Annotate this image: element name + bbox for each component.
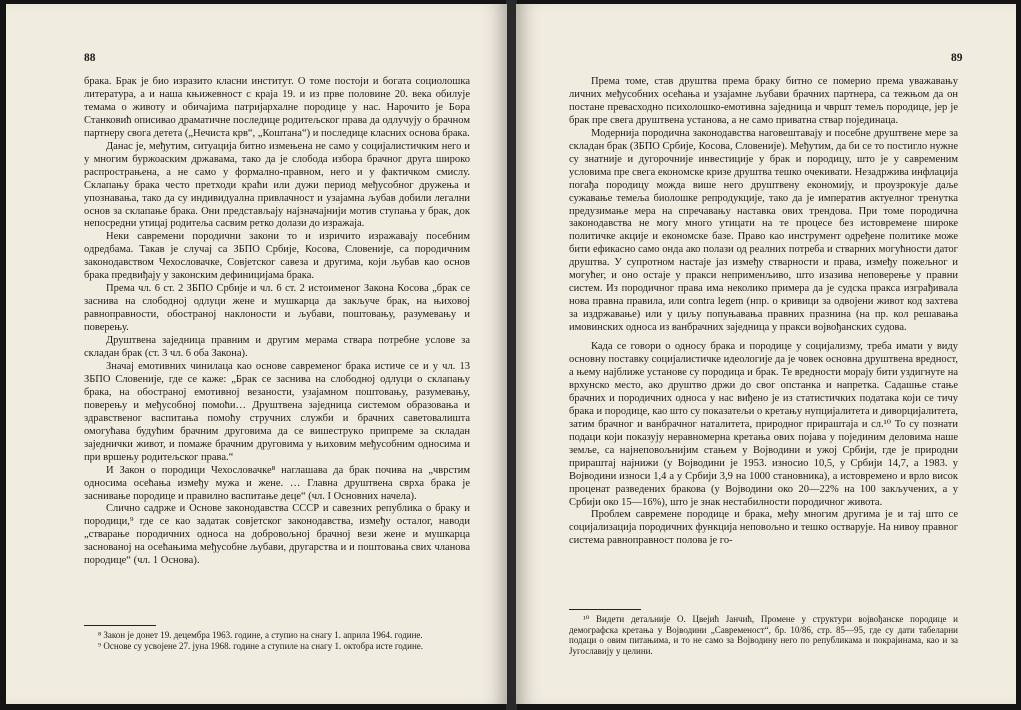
paragraph: Модерниja породична законодавства наговештавају и посебне друштвене мере за складан брак (ЗБПО Србије, Косова, Словеније). Међутим, да би се то постигло нужне су знатније и дугорочније инвестиције у брак и породицу, што је у савременим условима пре свега економске кризе друштва тешко очекивати. Незадржива инфлација погађа породицу можда више него друштвену економију, и проузрокује даље сужавање темеља биолошке репродукције, тако да је императив актуелног тренутка предузимање мера на спречавању наставка ових трендова. При томе породична законодавства не могу много утицати на те процесе без истовремене широке политичке акције и економске базе. Право као инструмент одређене политике може бити ефикасно само онда ако полази од реалних потреба и стварних могућности датог друштва. У супротном настаје јаз између стварности и права, између пожељног и могућег, и оно остаје у пракси неприменљиво, што изазива неповерење у правни систем. Из породичног права има неколико примера да је судска пракса изграђивала нова правна правила, или contra legem (нпр. о кривици за одвојени живот код захтева за издржавање) или у циљу попуњавања правних празнина (на пр. кол решавања имовинских односа из ванбрачних заједница у пракси војвођанских судова. [569,127,958,334]
paragraph: Према томе, став друштва према браку битно се померио према уважавању личних међусобних осећања и узајамне љубави брачних партнера, са тежњом да он постане превасходно психолошко-емотивна заједница и чвршт темељ породице, јер је брак пре свега друштвена установа, а не само приватна ствар појединаца. [569,76,958,126]
paragraph: Слично садржe и Основе законодавства СССР и савезних република о браку и породици,⁹ где се као задатак совјетског законодавства, између осталог, наводи „стварање породичних односа на добровољној брачној вези жене и мушкарца заснованој на осећањима међусобне љубави, другарства и и поштовања свих чланова породице“ (чл. 1 Основа). [84,503,470,567]
footnote-divider [84,625,156,626]
right-page-body [569,76,958,548]
page-number: 88 [84,52,96,64]
page-number: 89 [951,52,963,64]
footnote: ¹⁰ Видети детаљније О. Цвејић Јанчић, Промене у структури војвођанске породице и демографска кретања у Војводини „Савременост“, бр. 10/86, стр. 85—95, где су дати табеларни подаци о овим питањима, и то не само за Војводину него по републикама и покрајинама, као и за Југославију у целини. [569,614,958,656]
left-page-body [84,76,470,568]
paragraph: брака. Брак је био изразито класни институт. О томе постоји и богата социолошка литература, а и наша књижевност с краја 19. и из прве половине 20. века обилује темама о животу и обичајима патријархалне породице у нас. Нарочито је Бора Станковић описивао драматичне последице родитељског права да одлучују о брачном партнеру свога детета („Нечиста крв“, „Коштана“) и последице класних основа брака. [84,76,470,139]
right-footnotes [569,600,958,656]
paragraph: Друштвена заједница правним и другим мерама ствара потребне услове за складан брак (ст. 3 чл. 6 оба Закона). [84,335,470,360]
paragraph: Када се говори о односу брака и породице у социјализму, треба имати у виду основну поставку социјалистичке идеологије да је човек основна друштвена вредност, а њему најближе установе су породица и брак. Те вредности морају бити уздигнуте на врхунско место, ако друштво држи до свог опстанка и напретка. Садашње стање брачних и породичних односа у нас виђено је из статистичких података који се тичу брака и породице, као што су показатељи о кретању нупцијалитета и диворцијалитета, затим брачног и ванбрачног наталитета, природног прираштаја и сл.¹⁰ То су познати подаци који показују неравномерна кретања ових појава у појединим деловима наше земље, са најнеповољнијим стањем у Војводини и ужој Србији, где је природни прираштај најнижи (у Војводини је 1953. износио 10,5, у Србији 14,7, а 1983. у Војводини износи 1,4 а у Србији 3,9 на 1000 становника), а истовремено и врло висок проценат разведених бракова (у Војводини око 20—22% на 100 закључених, а у Србији око 15—16%), што је знак нестабилности породичног живота. [569,341,958,508]
paragraph: Данас је, међутим, ситуација битно измењена не само у социјалистичким него и у многим буржоаским државама, тако да је слобода избора брачног друга широко распрострањена, а не само у формално-правном, него и у фактичком смислу. Склапању брака често претходи краћи или дужи период међусобног дружења и упознавања, тако да су индивидуална привлачност и узајамна љубав добили легални основ за склапање брака. Они представљају најзначајнији мотив ступања у брак, док непосредни утицај родитеља сасвим ретко долази до изражаја. [84,140,470,230]
paragraph: Према чл. 6 ст. 2 ЗБПО Србије и чл. 6 ст. 2 истоименог Закона Косова „брак се заснива на слободној одлуци жене и мушкарца да закључе брак, на њиховој равноправности, обостраној наклоности и љубави, поштовању, разумевању и поверењу. [84,283,470,334]
paragraph: Проблем савремене породице и брака, међу многим другима је и тај што се социјализација породичних функција неповољно и тешко остварује. На нивоу правног система равноправност полова је го- [569,509,958,547]
footnote: ⁸ Закон је донет 19. децембра 1963. године, а ступио на снагу 1. априла 1964. године. [98,630,423,640]
right-page [516,4,1016,704]
paragraph: Значај емотивних чинилаца као основе савременог брака истиче се и у чл. 13 ЗБПО Словеније, где се каже: „Брак се заснива на слободној одлуци о склапању брака, на обостраној емотивној везаности, узајамном поштовању, разумевању, поверењу и међусобној помоћи… Друштвена заједница системом образовања и здравственог васпитања помоћу стручних служби и брачних саветовалишта омогућава будућим брачним друговима да се вишеструкo припреме за складан заједнички живот, и помаже брачним друговима у њиховим међусобним односима и при вршењу родитељског права.“ [84,360,470,463]
footnote-divider [569,609,641,610]
footnote: ⁹ Основе су усвојене 27. јуна 1968. године а ступиле на снагу 1. октобра исте године. [98,640,424,651]
paragraph: И Закон о породици Чехословачке⁸ наглашава да брак почива на „чврстим односима осећања између мужа и жене. … Главна друштвена сврха брака је заснивање породице и правилно васпитање деце“ (чл. I Основних начела). [84,464,470,502]
left-footnotes [84,616,470,651]
left-page [6,4,507,704]
paragraph: Неки савремени породични закони то и изричито изражавају посебним одредбама. Такав је случај са ЗБПО Србије, Косова, Словеније, са породичним законодавством Чехословачке, Совјетског савеза и другима, који љубав као основ брака предвиђају у законским дефиницијама брака. [84,231,470,282]
